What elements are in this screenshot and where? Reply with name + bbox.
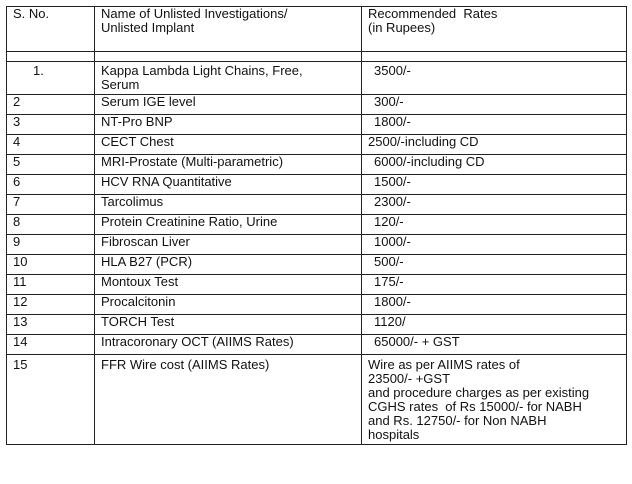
name-cell: Intracoronary OCT (AIIMS Rates) — [95, 335, 362, 355]
rate-cell: 2500/-including CD — [362, 135, 627, 155]
table-row — [7, 175, 627, 195]
table-row — [7, 215, 627, 235]
rate-cell: 500/- — [362, 255, 627, 275]
spacer-row — [7, 52, 627, 62]
table-row — [7, 155, 627, 175]
header-rate-line1: Recommended Rates — [368, 6, 498, 21]
name-cell: Serum IGE level — [95, 95, 362, 115]
name-cell — [95, 62, 362, 95]
table-header-row — [7, 7, 627, 52]
sno-cell: 6 — [7, 175, 95, 195]
rate-cell: 6000/-including CD — [362, 155, 627, 175]
rate-line: and Rs. 12750/- for Non NABH — [368, 413, 547, 428]
sno-cell: 8 — [7, 215, 95, 235]
rate-cell: 1000/- — [362, 235, 627, 255]
name-cell: CECT Chest — [95, 135, 362, 155]
table-row — [7, 275, 627, 295]
sno-cell: 3 — [7, 115, 95, 135]
rate-line: 23500/- +GST — [368, 371, 451, 386]
sno-cell: 1. — [7, 62, 95, 95]
header-name-line1: Name of Unlisted Investigations/ — [101, 6, 288, 21]
sno-cell: 10 — [7, 255, 95, 275]
rate-line: hospitals — [368, 427, 420, 442]
table-row — [7, 335, 627, 355]
name-cell: NT-Pro BNP — [95, 115, 362, 135]
name-cell: TORCH Test — [95, 315, 362, 335]
name-cell: Fibroscan Liver — [95, 235, 362, 255]
rate-cell: 1500/- — [362, 175, 627, 195]
rate-cell — [362, 355, 627, 445]
spacer-cell — [7, 52, 95, 62]
rate-cell: 175/- — [362, 275, 627, 295]
name-cell: Procalcitonin — [95, 295, 362, 315]
sno-cell: 4 — [7, 135, 95, 155]
sno-cell: 13 — [7, 315, 95, 335]
name-cell: MRI-Prostate (Multi-parametric) — [95, 155, 362, 175]
rate-cell: 2300/- — [362, 195, 627, 215]
table-row — [7, 95, 627, 115]
rate-cell: 120/- — [362, 215, 627, 235]
header-rate-line2: (in Rupees) — [368, 20, 436, 35]
sno-cell: 14 — [7, 335, 95, 355]
rate-cell: 65000/- + GST — [362, 335, 627, 355]
sno-cell: 12 — [7, 295, 95, 315]
header-sno: S. No. — [7, 7, 95, 52]
table-row — [7, 135, 627, 155]
name-cell: FFR Wire cost (AIIMS Rates) — [95, 355, 362, 445]
name-cell: HLA B27 (PCR) — [95, 255, 362, 275]
table-row — [7, 355, 627, 445]
rate-cell: 3500/- — [362, 62, 627, 95]
table-row — [7, 235, 627, 255]
spacer-cell — [95, 52, 362, 62]
rate-line: CGHS rates of Rs 15000/- for NABH — [368, 399, 582, 414]
rate-cell: 300/- — [362, 95, 627, 115]
name-cell: Montoux Test — [95, 275, 362, 295]
rate-line: Wire as per AIIMS rates of — [368, 357, 520, 372]
sno-cell: 9 — [7, 235, 95, 255]
header-name-line2: Unlisted Implant — [101, 20, 195, 35]
header-rate — [362, 7, 627, 52]
rate-cell: 1800/- — [362, 295, 627, 315]
sno-cell: 5 — [7, 155, 95, 175]
table-row — [7, 62, 627, 95]
table-row — [7, 255, 627, 275]
table-row — [7, 295, 627, 315]
rate-line: and procedure charges as per existing — [368, 385, 590, 400]
sno-cell: 2 — [7, 95, 95, 115]
table-row — [7, 115, 627, 135]
name-cell: Tarcolimus — [95, 195, 362, 215]
rates-table — [6, 6, 627, 445]
sno-cell: 7 — [7, 195, 95, 215]
rate-cell: 1120/ — [362, 315, 627, 335]
table-row — [7, 315, 627, 335]
sno-cell: 15 — [7, 355, 95, 445]
table-row — [7, 195, 627, 215]
spacer-cell — [362, 52, 627, 62]
header-name — [95, 7, 362, 52]
name-line2: Serum — [101, 77, 140, 92]
rate-cell: 1800/- — [362, 115, 627, 135]
name-line1: Kappa Lambda Light Chains, Free, — [101, 63, 303, 78]
name-cell: Protein Creatinine Ratio, Urine — [95, 215, 362, 235]
sno-cell: 11 — [7, 275, 95, 295]
name-cell: HCV RNA Quantitative — [95, 175, 362, 195]
